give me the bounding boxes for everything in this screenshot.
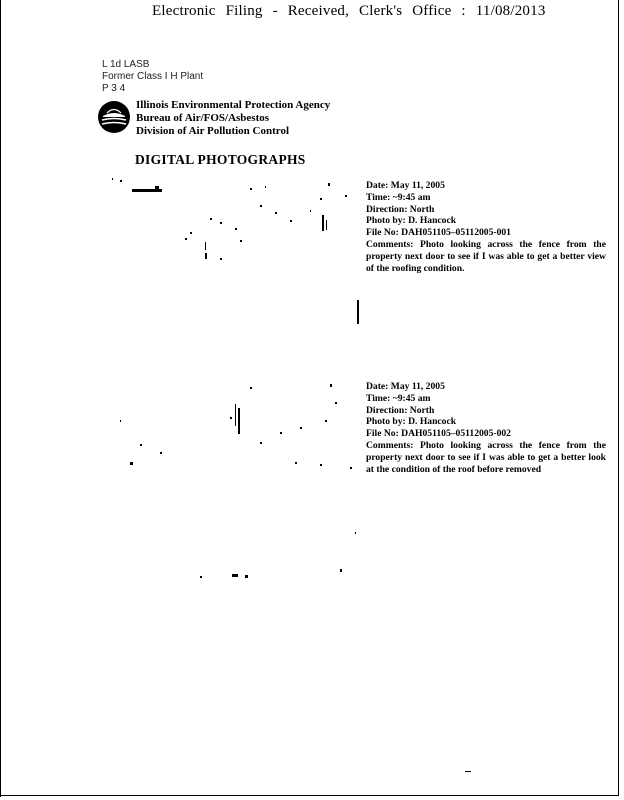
iepa-logo-icon [97, 100, 131, 134]
photo-1-photographer: Photo by: D. Hancock [366, 215, 457, 227]
page-border-left [0, 0, 1, 797]
photo-1-direction: Direction: North [366, 203, 435, 215]
photo-1-time: Time: ~9:45 am [366, 191, 431, 203]
agency-bureau: Bureau of Air/FOS/Asbestos [136, 112, 270, 124]
photo-2-file-no: File No: DAH051105–05112005-002 [366, 428, 511, 440]
reference-line-3: P 3 4 [102, 83, 126, 94]
photo-2-photographer: Photo by: D. Hancock [366, 416, 457, 428]
footer-mark [465, 771, 471, 772]
photo-2-direction: Direction: North [366, 404, 435, 416]
photo-2-caption [366, 381, 606, 475]
reference-block [102, 59, 203, 95]
scan-mark [357, 300, 359, 324]
photo-1-date: Date: May 11, 2005 [366, 180, 445, 191]
photo-2-date: Date: May 11, 2005 [366, 381, 445, 392]
photo-1-caption [366, 180, 606, 274]
filing-stamp: Electronic Filing - Received, Clerk's Office : 11/08/2013 [152, 3, 546, 19]
photo-1-comments: Comments: Photo looking across the fence from the property next door to see if I was able to get a better view of the roofing condition. [366, 238, 606, 274]
reference-line-2: Former Class I H Plant [102, 71, 204, 82]
page-border-right [618, 0, 619, 796]
agency-division: Division of Air Pollution Control [136, 125, 290, 137]
photo-1 [100, 170, 362, 300]
photo-2 [100, 372, 362, 582]
section-title: DIGITAL PHOTOGRAPHS [135, 152, 306, 167]
agency-block [136, 99, 330, 138]
agency-name: Illinois Environmental Protection Agency [136, 99, 331, 111]
photo-2-time: Time: ~9:45 am [366, 392, 431, 404]
photo-2-comments: Comments: Photo looking across the fence from the property next door to see if I was able to get a better look at the condition of the roof before removed [366, 439, 606, 475]
reference-line-1: L 1d LASB [102, 59, 150, 70]
page-border-bottom [0, 795, 619, 796]
photo-1-file-no: File No: DAH051105–05112005-001 [366, 227, 511, 239]
